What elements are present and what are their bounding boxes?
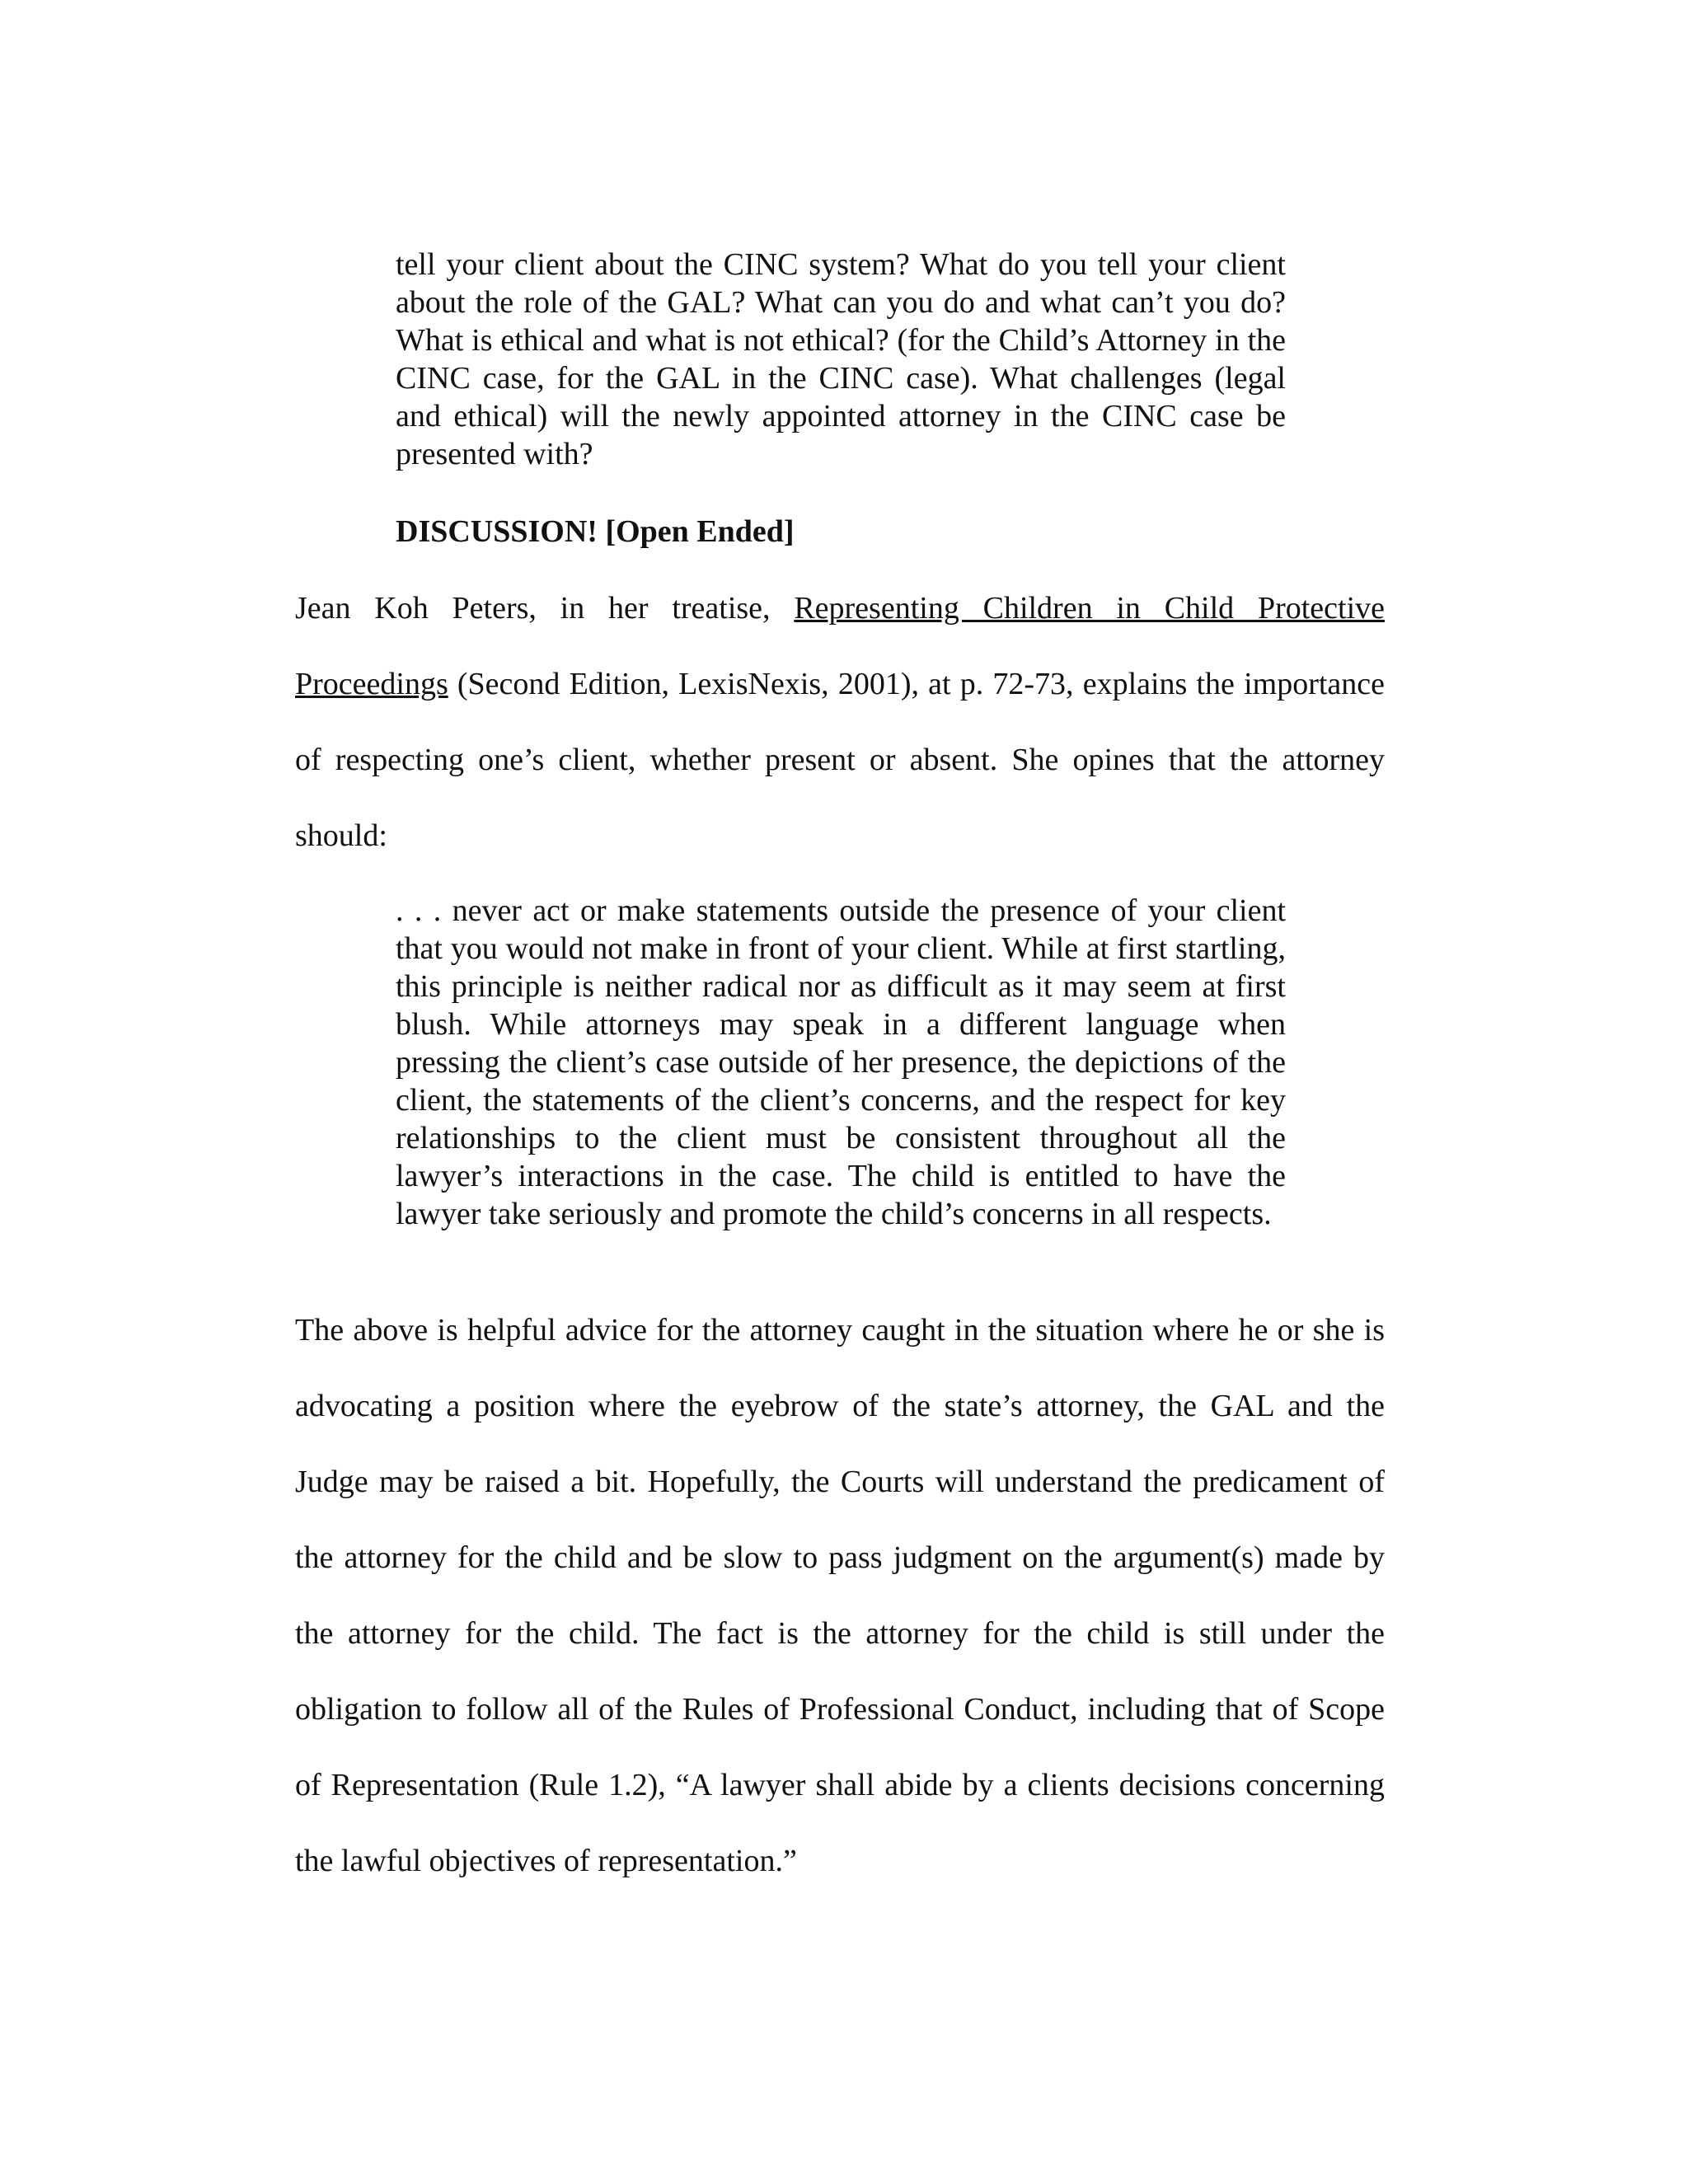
peters-paragraph-rest: (Second Edition, LexisNexis, 2001), at p. 72-73, explains the importance of respecting one’s client, whether present or absent. She opines that the attorney should: xyxy=(295,667,1385,853)
intro-questions-paragraph: tell your client about the CINC system? What do you tell your client about the role of the GAL? What can you do and what can’t you do? What is ethical and what is not ethical? (for the Child’s Attorney in the CINC case, for the GAL in the CINC case). What challenges (legal and ethical) will the newly appointed attorney in the CINC case be presented with? xyxy=(396,247,1286,471)
block-quote: . . . never act or make statements outside the presence of your client that you would not make in front of your client. While at first startling, this principle is neither radical nor as difficult as it may seem at first blush. While attorneys may speak in a different language when pressing the client’s case outside of her presence, the depictions of the client, the statements of the client’s concerns, and the respect for key relationships to the client must be consistent throughout all the lawyer’s interactions in the case. The child is entitled to have the lawyer take seriously and promote the child’s concerns in all respects. xyxy=(396,893,1286,1231)
advice-paragraph: The above is helpful advice for the attorney caught in the situation where he or she is advocating a position where the eyebrow of the state’s attorney, the GAL and the Judge may be raised a bit. Hopefully, the Courts will understand the predicament of the attorney for the child and be slow to pass judgment on the argument(s) made by the attorney for the child. The fact is the attorney for the child is still under the obligation to follow all of the Rules of Professional Conduct, including that of Scope of Representation (Rule 1.2), “A lawyer shall abide by a clients decisions concerning the lawful objectives of representation.” xyxy=(295,1313,1385,1878)
peters-paragraph-lead: Jean Koh Peters, in her treatise, xyxy=(295,591,795,626)
discussion-heading: DISCUSSION! [Open Ended] xyxy=(396,514,795,549)
peters-paragraph xyxy=(295,570,1385,874)
treatise-title: Representing Children in Child Protective Proceedings xyxy=(295,591,1385,701)
